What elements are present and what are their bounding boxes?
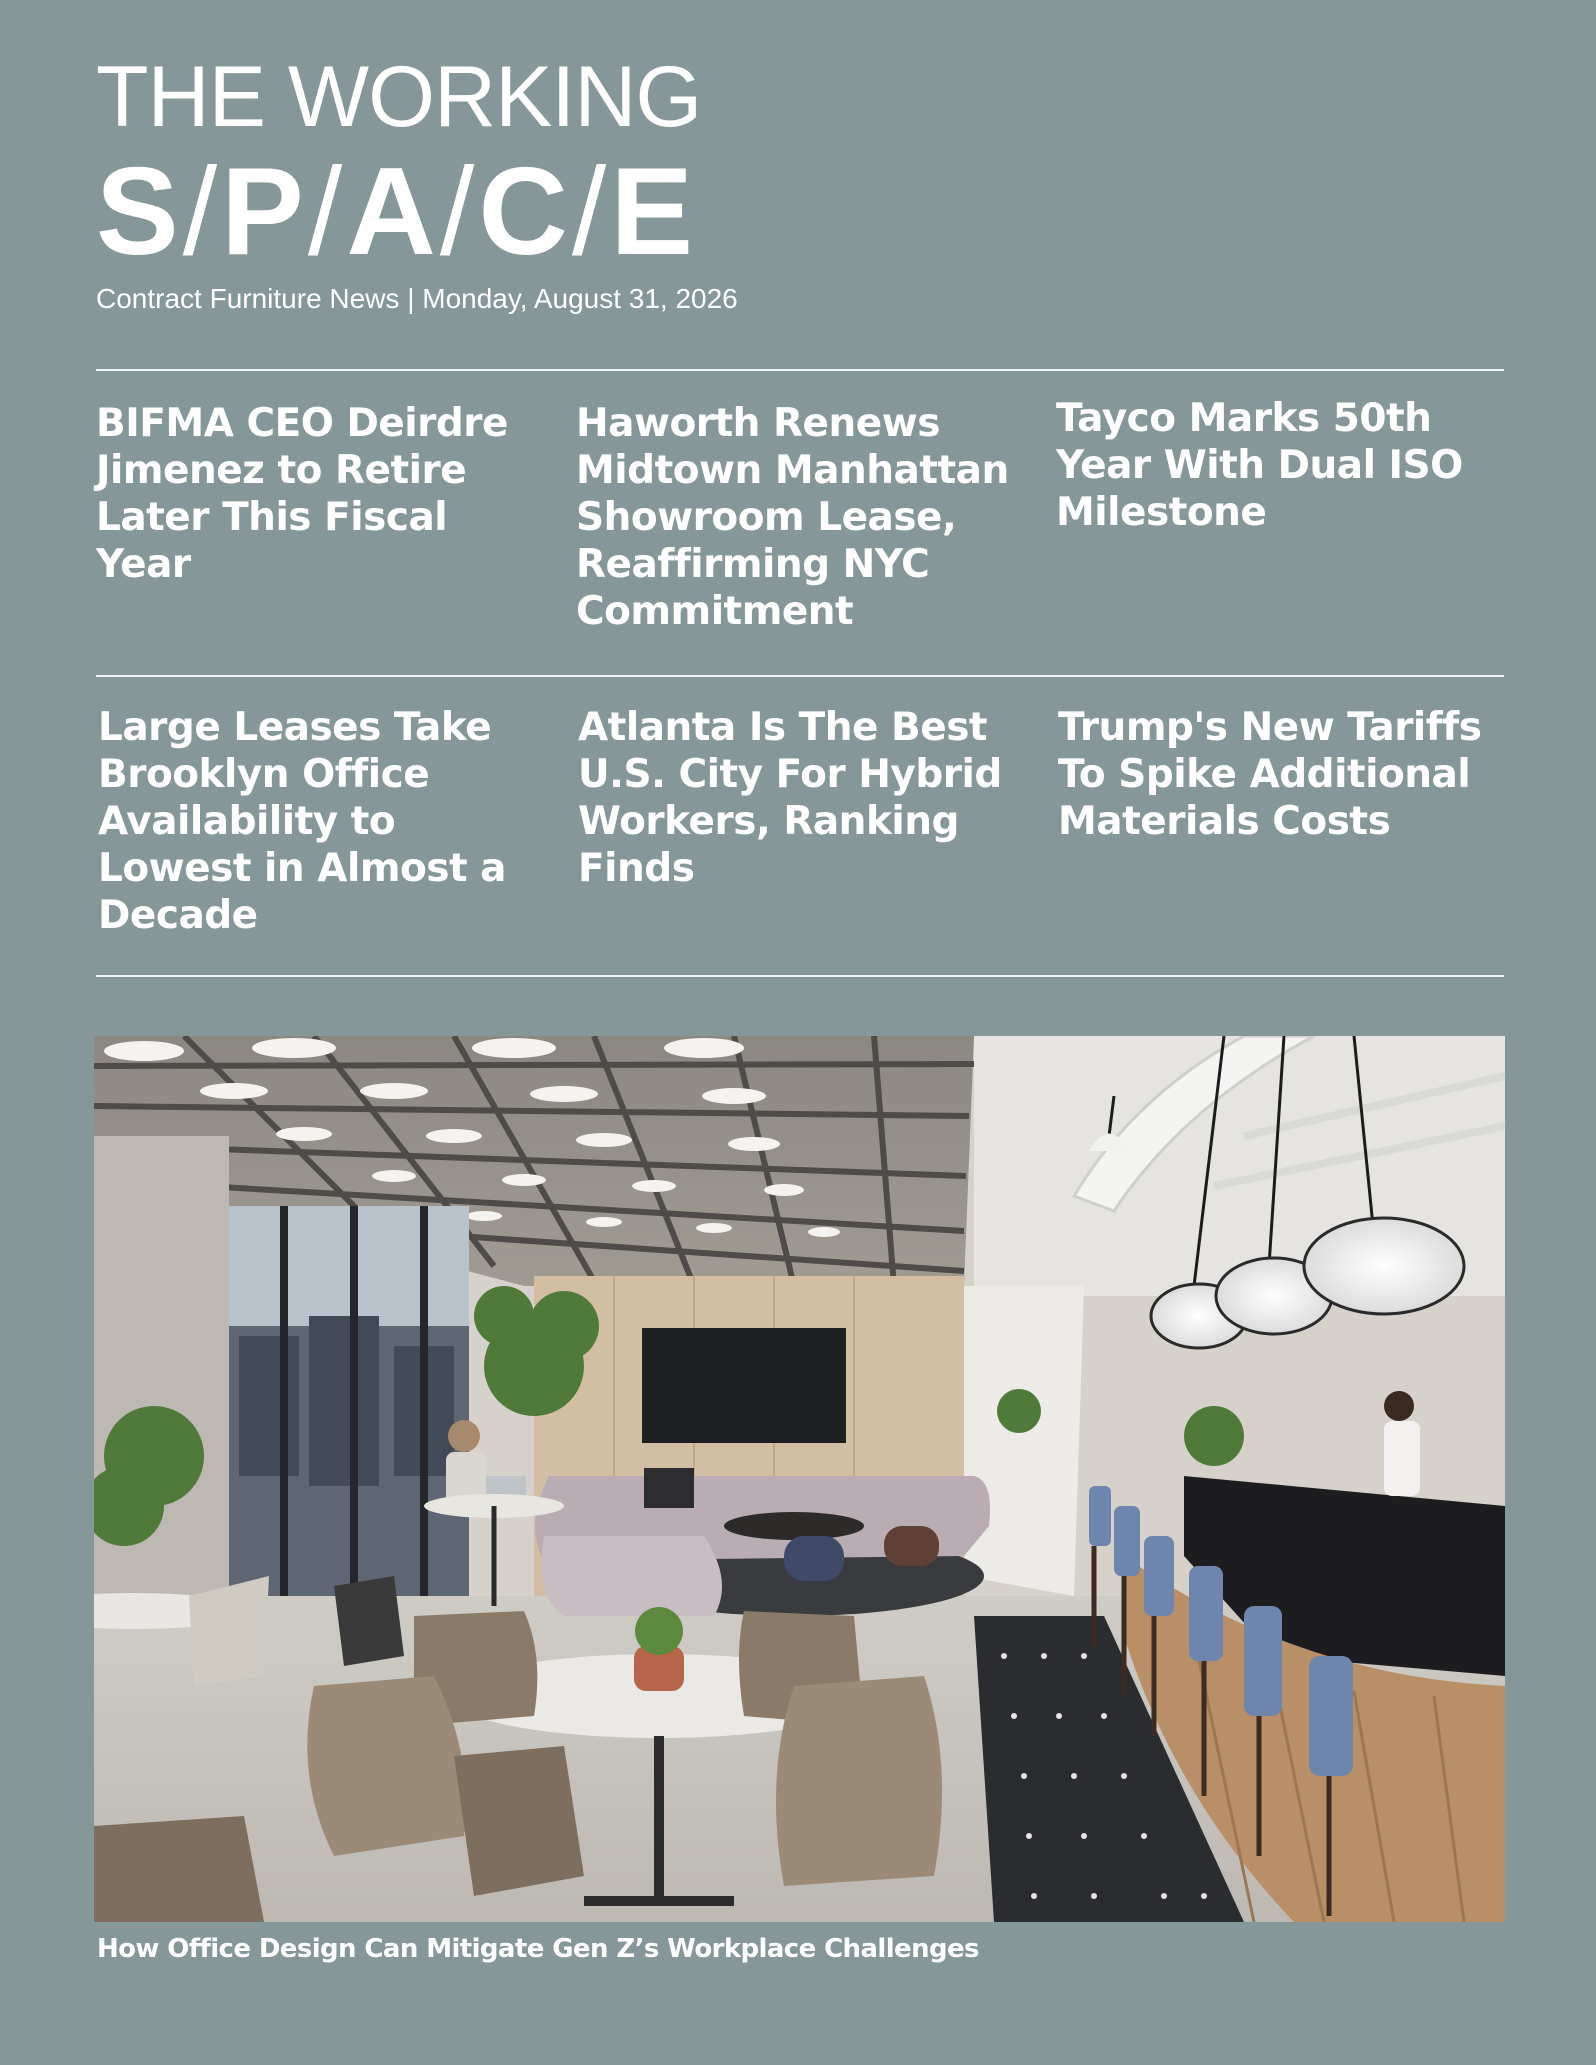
headline-link[interactable]: Large Leases Take Brooklyn Office Availability to Lowest in Almost a Decade xyxy=(98,705,507,938)
brand-slash: / xyxy=(307,143,345,281)
office-lounge-illustration xyxy=(94,1036,1505,1922)
brand-slash: / xyxy=(571,143,609,281)
feature-image[interactable] xyxy=(94,1036,1505,1922)
brand-letter: C xyxy=(478,143,570,281)
brand-letter: A xyxy=(346,143,438,281)
headline-link[interactable]: Haworth Renews Midtown Manhattan Showroom Lease, Reaffirming NYC Commitment xyxy=(576,401,1009,634)
brand-title-space xyxy=(96,143,996,281)
dateline: Contract Furniture News | Monday, August 31, 2026 xyxy=(96,283,738,314)
headline-link[interactable]: Tayco Marks 50th Year With Dual ISO Milestone xyxy=(1056,396,1463,535)
brand-letter: S xyxy=(96,143,181,281)
brand-slash: / xyxy=(439,143,477,281)
brand-letter: P xyxy=(221,143,306,281)
headline-row-1 xyxy=(96,396,1504,635)
divider-bottom xyxy=(96,975,1504,977)
divider-top xyxy=(96,369,1504,371)
headline-link[interactable]: Atlanta Is The Best U.S. City For Hybrid Workers, Ranking Finds xyxy=(578,705,1002,891)
headline-row-2 xyxy=(98,704,1506,939)
feature-caption[interactable]: How Office Design Can Mitigate Gen Z’s Workplace Challenges xyxy=(97,1934,979,1964)
headline-link[interactable]: BIFMA CEO Deirdre Jimenez to Retire Later This Fiscal Year xyxy=(96,401,508,587)
divider-middle xyxy=(96,675,1504,677)
headline-link[interactable]: Trump's New Tariffs To Spike Additional Materials Costs xyxy=(1058,705,1482,844)
brand-letter: E xyxy=(610,143,696,281)
brand-title-line1: THE WORKING xyxy=(96,49,702,145)
masthead xyxy=(96,49,996,281)
brand-slash: / xyxy=(182,143,220,281)
